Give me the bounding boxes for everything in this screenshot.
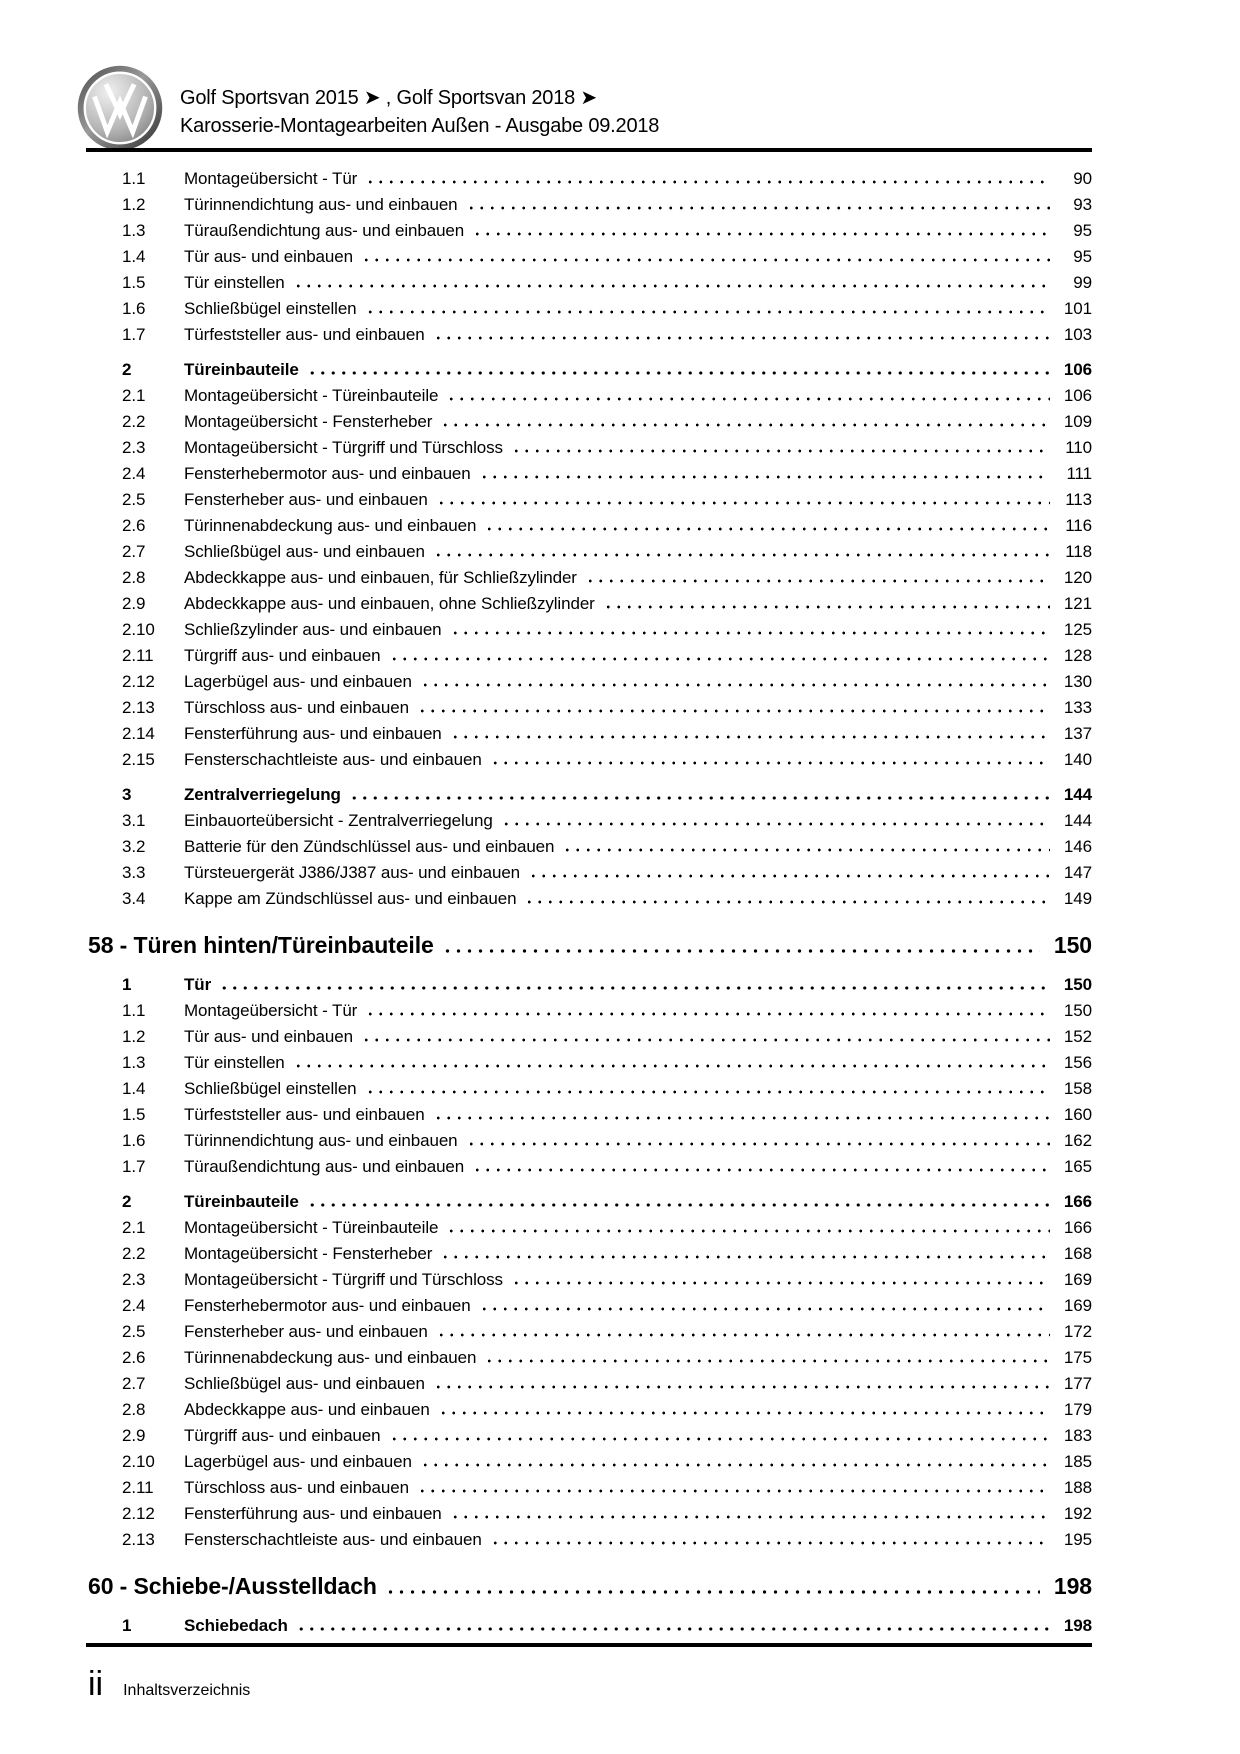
header-title-line1: Golf Sportsvan 2015 ➤ , Golf Sportsvan 2018 ➤ bbox=[180, 87, 597, 109]
toc-row-entry bbox=[86, 1293, 1092, 1319]
toc-entry-page: 169 bbox=[1063, 1296, 1092, 1315]
toc-entry-number: 2.7 bbox=[122, 542, 146, 561]
dot-leader bbox=[219, 986, 1050, 990]
toc-entry-title: Schließzylinder aus- und einbauen bbox=[184, 620, 442, 639]
toc-row-entry bbox=[86, 591, 1092, 617]
dot-leader bbox=[524, 900, 1050, 904]
dot-leader bbox=[438, 1411, 1050, 1415]
dot-leader bbox=[472, 1168, 1050, 1172]
toc-entry-page: 192 bbox=[1063, 1504, 1092, 1523]
toc-row-entry bbox=[86, 1241, 1092, 1267]
dot-leader bbox=[365, 1012, 1050, 1016]
toc-entry-title: 60 - Schiebe-/Ausstelldach bbox=[88, 1573, 377, 1599]
dot-leader bbox=[440, 1255, 1050, 1259]
toc-entry-page: 166 bbox=[1063, 1192, 1092, 1211]
dot-leader bbox=[349, 796, 1050, 800]
toc-row-entry bbox=[86, 270, 1092, 296]
toc-entry-title: Lagerbügel aus- und einbauen bbox=[184, 1452, 412, 1471]
toc-entry-page: 146 bbox=[1063, 837, 1092, 856]
toc-row-section bbox=[86, 1189, 1092, 1215]
toc-row-entry bbox=[86, 1128, 1092, 1154]
toc-row-entry bbox=[86, 886, 1092, 912]
toc-entry-title: Schließbügel aus- und einbauen bbox=[184, 1374, 425, 1393]
toc-entry-title: Fensterführung aus- und einbauen bbox=[184, 724, 442, 743]
toc-entry-page: 147 bbox=[1063, 863, 1092, 882]
toc-entry-title: Abdeckkappe aus- und einbauen, ohne Schließzylinder bbox=[184, 594, 595, 613]
toc-row-entry bbox=[86, 1345, 1092, 1371]
dot-leader bbox=[511, 1281, 1050, 1285]
toc-entry-number: 2.14 bbox=[122, 724, 155, 743]
dot-leader bbox=[501, 822, 1050, 826]
toc-entry-title: Kappe am Zündschlüssel aus- und einbauen bbox=[184, 889, 517, 908]
toc-entry-number: 1.4 bbox=[122, 1079, 146, 1098]
dot-leader bbox=[528, 874, 1050, 878]
toc-entry-title: Abdeckkappe aus- und einbauen bbox=[184, 1400, 430, 1419]
dot-leader bbox=[293, 284, 1050, 288]
toc-entry-title: Zentralverriegelung bbox=[184, 785, 341, 804]
toc-row-entry bbox=[86, 834, 1092, 860]
toc-entry-title: Türinnenabdeckung aus- und einbauen bbox=[184, 516, 477, 535]
dot-leader bbox=[450, 1515, 1050, 1519]
toc-entry-number: 3.4 bbox=[122, 889, 146, 908]
toc-row-entry bbox=[86, 565, 1092, 591]
dot-leader bbox=[466, 206, 1050, 210]
toc-entry-title: Montageübersicht - Türeinbauteile bbox=[184, 1218, 439, 1237]
toc-entry-page: 166 bbox=[1063, 1218, 1092, 1237]
toc-row-entry bbox=[86, 860, 1092, 886]
toc-entry-number: 1 bbox=[122, 1616, 132, 1635]
toc-entry-page: 120 bbox=[1063, 568, 1092, 587]
toc-entry-title: Schließbügel einstellen bbox=[184, 1079, 357, 1098]
dot-leader bbox=[385, 1590, 1040, 1594]
toc-entry-number: 2 bbox=[122, 360, 132, 379]
toc-entry-number: 1.3 bbox=[122, 221, 146, 240]
toc-entry-title: Fensterschachtleiste aus- und einbauen bbox=[184, 750, 482, 769]
toc-row-entry bbox=[86, 643, 1092, 669]
toc-entry-number: 2.6 bbox=[122, 1348, 146, 1367]
toc-entry-page: 116 bbox=[1065, 516, 1092, 535]
toc-entry-number: 2.4 bbox=[122, 1296, 146, 1315]
toc-entry-number: 2.11 bbox=[122, 646, 154, 665]
dot-leader bbox=[450, 735, 1050, 739]
dot-leader bbox=[490, 1541, 1050, 1545]
toc-entry-page: 101 bbox=[1063, 299, 1092, 318]
dot-leader bbox=[389, 657, 1051, 661]
toc-entry-page: 162 bbox=[1063, 1131, 1092, 1150]
toc-entry-number: 1.5 bbox=[122, 273, 146, 292]
dot-leader bbox=[365, 310, 1050, 314]
toc-row-entry bbox=[86, 808, 1092, 834]
dot-leader bbox=[585, 579, 1050, 583]
toc-row-entry bbox=[86, 747, 1092, 773]
dot-leader bbox=[490, 761, 1050, 765]
toc-row-entry bbox=[86, 244, 1092, 270]
toc-entry-page: 175 bbox=[1063, 1348, 1092, 1367]
dot-leader bbox=[433, 553, 1050, 557]
dot-leader bbox=[442, 949, 1040, 953]
toc-entry-page: 168 bbox=[1063, 1244, 1092, 1263]
toc-row-entry bbox=[86, 383, 1092, 409]
toc-entry-page: 179 bbox=[1063, 1400, 1092, 1419]
toc-entry-title: Montageübersicht - Tür bbox=[184, 1001, 358, 1020]
toc-entry-number: 3.3 bbox=[122, 863, 146, 882]
toc-row-entry bbox=[86, 1050, 1092, 1076]
toc-entry-number: 2.4 bbox=[122, 464, 146, 483]
toc-row-entry bbox=[86, 1319, 1092, 1345]
toc-entry-page: 109 bbox=[1063, 412, 1092, 431]
toc-entry-number: 1.4 bbox=[122, 247, 146, 266]
toc-entry-page: 177 bbox=[1063, 1374, 1092, 1393]
toc-entry-title: Montageübersicht - Türgriff und Türschloss bbox=[184, 1270, 503, 1289]
toc-entry-title: Fensterhebermotor aus- und einbauen bbox=[184, 1296, 471, 1315]
dot-leader bbox=[603, 605, 1050, 609]
toc-row-entry bbox=[86, 1527, 1092, 1553]
toc-entry-page: 106 bbox=[1063, 360, 1092, 379]
toc-entry-title: Türsteuergerät J386/J387 aus- und einbauen bbox=[184, 863, 521, 882]
toc-entry-page: 137 bbox=[1063, 724, 1092, 743]
toc-entry-title: Batterie für den Zündschlüssel aus- und einbauen bbox=[184, 837, 555, 856]
toc-entry-number: 2.11 bbox=[122, 1478, 154, 1497]
toc-entry-page: 113 bbox=[1065, 490, 1092, 509]
toc-entry-page: 150 bbox=[1063, 1001, 1092, 1020]
dot-leader bbox=[420, 1463, 1050, 1467]
toc-entry-page: 144 bbox=[1063, 785, 1092, 804]
toc-entry-number: 2.6 bbox=[122, 516, 146, 535]
toc-row-entry bbox=[86, 1076, 1092, 1102]
toc-entry-number: 2.3 bbox=[122, 438, 146, 457]
toc-entry-number: 1.7 bbox=[122, 325, 146, 344]
toc-row-entry bbox=[86, 1475, 1092, 1501]
toc-entry-page: 106 bbox=[1063, 386, 1092, 405]
toc-entry-title: Fensterführung aus- und einbauen bbox=[184, 1504, 442, 1523]
toc-entry-title: Türaußendichtung aus- und einbauen bbox=[184, 1157, 465, 1176]
toc-entry-page: 198 bbox=[1053, 1573, 1092, 1599]
footer-rule bbox=[86, 1643, 1092, 1647]
toc-entry-number: 2.3 bbox=[122, 1270, 146, 1289]
toc-row-entry bbox=[86, 998, 1092, 1024]
dot-leader bbox=[446, 397, 1050, 401]
toc-entry-title: 58 - Türen hinten/Türeinbauteile bbox=[88, 932, 434, 958]
toc-row-chapter bbox=[86, 1568, 1092, 1604]
toc-entry-page: 140 bbox=[1063, 750, 1092, 769]
footer-page-number: ii bbox=[88, 1665, 104, 1703]
toc-entry-number: 1 bbox=[122, 975, 132, 994]
toc-entry-number: 2.10 bbox=[122, 1452, 155, 1471]
toc-entry-title: Türschloss aus- und einbauen bbox=[184, 1478, 409, 1497]
toc-row-entry bbox=[86, 1397, 1092, 1423]
dot-leader bbox=[472, 232, 1050, 236]
toc-entry-title: Türaußendichtung aus- und einbauen bbox=[184, 221, 465, 240]
toc-entry-page: 149 bbox=[1063, 889, 1092, 908]
toc-entry-page: 160 bbox=[1063, 1105, 1092, 1124]
toc-entry-page: 103 bbox=[1063, 325, 1092, 344]
toc-entry-page: 121 bbox=[1063, 594, 1092, 613]
toc-row-entry bbox=[86, 721, 1092, 747]
dot-leader bbox=[361, 258, 1050, 262]
toc-entry-number: 3 bbox=[122, 785, 132, 804]
toc-row-entry bbox=[86, 1102, 1092, 1128]
toc-row-entry bbox=[86, 218, 1092, 244]
toc-entry-page: 169 bbox=[1063, 1270, 1092, 1289]
dot-leader bbox=[433, 1385, 1050, 1389]
toc-row-entry bbox=[86, 1371, 1092, 1397]
dot-leader bbox=[436, 1333, 1050, 1337]
toc-entry-title: Schließbügel einstellen bbox=[184, 299, 357, 318]
toc-entry-number: 3.1 bbox=[122, 811, 146, 830]
toc-entry-title: Fensterhebermotor aus- und einbauen bbox=[184, 464, 471, 483]
toc-row-entry bbox=[86, 513, 1092, 539]
toc-row-section bbox=[86, 357, 1092, 383]
toc-entry-page: 95 bbox=[1073, 221, 1092, 240]
dot-leader bbox=[484, 1359, 1050, 1363]
dot-leader bbox=[440, 423, 1050, 427]
toc-row-entry bbox=[86, 192, 1092, 218]
toc-entry-title: Montageübersicht - Fensterheber bbox=[184, 412, 433, 431]
toc-entry-title: Tür einstellen bbox=[184, 1053, 285, 1072]
toc-entry-title: Abdeckkappe aus- und einbauen, für Schließzylinder bbox=[184, 568, 577, 587]
dot-leader bbox=[296, 1627, 1050, 1631]
toc-entry-number: 2.5 bbox=[122, 490, 146, 509]
header-titles bbox=[180, 84, 659, 140]
toc-entry-page: 152 bbox=[1063, 1027, 1092, 1046]
toc-row-section bbox=[86, 782, 1092, 808]
dot-leader bbox=[436, 501, 1050, 505]
dot-leader bbox=[389, 1437, 1051, 1441]
dot-leader bbox=[420, 683, 1050, 687]
toc-entry-page: 133 bbox=[1063, 698, 1092, 717]
toc-entry-page: 165 bbox=[1063, 1157, 1092, 1176]
toc-entry-number: 1.2 bbox=[122, 1027, 146, 1046]
dot-leader bbox=[293, 1064, 1050, 1068]
toc-entry-page: 156 bbox=[1063, 1053, 1092, 1072]
toc-row-entry bbox=[86, 669, 1092, 695]
toc-entry-page: 125 bbox=[1063, 620, 1092, 639]
toc-row-entry bbox=[86, 435, 1092, 461]
toc-entry-title: Türeinbauteile bbox=[184, 360, 299, 379]
toc-row-entry bbox=[86, 1501, 1092, 1527]
toc-entry-number: 2.13 bbox=[122, 1530, 155, 1549]
toc-entry-number: 2.12 bbox=[122, 672, 155, 691]
toc-entry-page: 150 bbox=[1063, 975, 1092, 994]
header-rule bbox=[86, 148, 1092, 152]
toc-entry-title: Montageübersicht - Tür bbox=[184, 169, 358, 188]
toc-entry-number: 2.12 bbox=[122, 1504, 155, 1523]
toc-entry-title: Montageübersicht - Türgriff und Türschloss bbox=[184, 438, 503, 457]
toc-entry-title: Montageübersicht - Fensterheber bbox=[184, 1244, 433, 1263]
document-header bbox=[76, 64, 659, 152]
toc-entry-title: Türeinbauteile bbox=[184, 1192, 299, 1211]
toc-row-entry bbox=[86, 322, 1092, 348]
dot-leader bbox=[479, 1307, 1050, 1311]
toc-entry-number: 1.6 bbox=[122, 1131, 146, 1150]
toc-entry-page: 198 bbox=[1063, 1616, 1092, 1635]
toc-entry-number: 1.1 bbox=[122, 169, 146, 188]
toc-row-entry bbox=[86, 617, 1092, 643]
toc-entry-page: 144 bbox=[1063, 811, 1092, 830]
toc-entry-title: Montageübersicht - Türeinbauteile bbox=[184, 386, 439, 405]
toc-entry-title: Lagerbügel aus- und einbauen bbox=[184, 672, 412, 691]
toc-entry-number: 1.2 bbox=[122, 195, 146, 214]
toc-entry-title: Tür aus- und einbauen bbox=[184, 247, 353, 266]
dot-leader bbox=[365, 1090, 1050, 1094]
toc-row-entry bbox=[86, 409, 1092, 435]
toc-entry-page: 195 bbox=[1063, 1530, 1092, 1549]
toc-entry-number: 3.2 bbox=[122, 837, 146, 856]
toc-entry-number: 2.5 bbox=[122, 1322, 146, 1341]
toc-entry-number: 2.9 bbox=[122, 594, 146, 613]
toc-row-entry bbox=[86, 461, 1092, 487]
toc-entry-page: 111 bbox=[1066, 464, 1092, 483]
toc-row-entry bbox=[86, 166, 1092, 192]
toc-row-entry bbox=[86, 1423, 1092, 1449]
toc-row-entry bbox=[86, 487, 1092, 513]
toc-entry-page: 90 bbox=[1073, 169, 1092, 188]
toc-row-chapter bbox=[86, 927, 1092, 963]
toc-entry-page: 93 bbox=[1073, 195, 1092, 214]
toc-entry-title: Tür einstellen bbox=[184, 273, 285, 292]
header-title-line2: Karosserie-Montagearbeiten Außen - Ausgabe 09.2018 bbox=[180, 115, 660, 137]
toc-entry-title: Türschloss aus- und einbauen bbox=[184, 698, 409, 717]
dot-leader bbox=[466, 1142, 1050, 1146]
toc-entry-title: Fensterschachtleiste aus- und einbauen bbox=[184, 1530, 482, 1549]
toc-entry-number: 2.2 bbox=[122, 412, 146, 431]
toc-entry-title: Türfeststeller aus- und einbauen bbox=[184, 325, 425, 344]
toc-entry-number: 2.13 bbox=[122, 698, 155, 717]
toc-row-entry bbox=[86, 1154, 1092, 1180]
toc-entry-number: 2.1 bbox=[122, 386, 146, 405]
toc-entry-page: 130 bbox=[1063, 672, 1092, 691]
dot-leader bbox=[562, 848, 1050, 852]
toc-row-entry bbox=[86, 1267, 1092, 1293]
dot-leader bbox=[511, 449, 1050, 453]
toc-row-entry bbox=[86, 695, 1092, 721]
toc-entry-number: 1.7 bbox=[122, 1157, 146, 1176]
toc-entry-number: 2.10 bbox=[122, 620, 155, 639]
toc-entry-page: 128 bbox=[1063, 646, 1092, 665]
toc-entry-number: 1.3 bbox=[122, 1053, 146, 1072]
dot-leader bbox=[479, 475, 1050, 479]
toc-entry-page: 172 bbox=[1063, 1322, 1092, 1341]
toc-row-entry bbox=[86, 539, 1092, 565]
toc-row-entry bbox=[86, 1215, 1092, 1241]
dot-leader bbox=[433, 1116, 1050, 1120]
toc-entry-number: 1.1 bbox=[122, 1001, 146, 1020]
toc-entry-title: Tür bbox=[184, 975, 212, 994]
dot-leader bbox=[433, 336, 1050, 340]
page-footer bbox=[88, 1664, 250, 1704]
dot-leader bbox=[365, 180, 1050, 184]
toc-entry-title: Schließbügel aus- und einbauen bbox=[184, 542, 425, 561]
toc-entry-title: Fensterheber aus- und einbauen bbox=[184, 490, 428, 509]
toc-entry-number: 2.7 bbox=[122, 1374, 146, 1393]
dot-leader bbox=[307, 1203, 1050, 1207]
toc-entry-number: 2.1 bbox=[122, 1218, 146, 1237]
toc-row-entry bbox=[86, 296, 1092, 322]
dot-leader bbox=[484, 527, 1050, 531]
toc-entry-number: 2.15 bbox=[122, 750, 155, 769]
toc-entry-page: 188 bbox=[1063, 1478, 1092, 1497]
toc-entry-page: 99 bbox=[1073, 273, 1092, 292]
toc-entry-page: 150 bbox=[1053, 932, 1092, 958]
dot-leader bbox=[417, 1489, 1050, 1493]
toc-entry-title: Türgriff aus- und einbauen bbox=[184, 1426, 381, 1445]
toc-entry-number: 2.8 bbox=[122, 1400, 146, 1419]
toc-entry-number: 2.8 bbox=[122, 568, 146, 587]
dot-leader bbox=[417, 709, 1050, 713]
toc-entry-title: Türfeststeller aus- und einbauen bbox=[184, 1105, 425, 1124]
toc-entry-page: 110 bbox=[1065, 438, 1092, 457]
toc-entry-page: 95 bbox=[1073, 247, 1092, 266]
toc-entry-page: 183 bbox=[1063, 1426, 1092, 1445]
toc-entry-title: Türinnendichtung aus- und einbauen bbox=[184, 1131, 458, 1150]
toc-entry-title: Türinnenabdeckung aus- und einbauen bbox=[184, 1348, 477, 1367]
dot-leader bbox=[361, 1038, 1050, 1042]
toc-entry-title: Einbauorteübersicht - Zentralverriegelung bbox=[184, 811, 493, 830]
vw-logo-icon bbox=[76, 64, 164, 152]
toc-entry-page: 118 bbox=[1065, 542, 1092, 561]
toc-entry-title: Türgriff aus- und einbauen bbox=[184, 646, 381, 665]
dot-leader bbox=[450, 631, 1050, 635]
toc-entry-page: 158 bbox=[1063, 1079, 1092, 1098]
toc-entry-number: 1.6 bbox=[122, 299, 146, 318]
toc-row-section bbox=[86, 1613, 1092, 1639]
toc-entry-number: 2.2 bbox=[122, 1244, 146, 1263]
toc-row-entry bbox=[86, 1024, 1092, 1050]
toc-entry-number: 2 bbox=[122, 1192, 132, 1211]
table-of-contents bbox=[86, 166, 1092, 1639]
toc-entry-number: 2.9 bbox=[122, 1426, 146, 1445]
dot-leader bbox=[307, 371, 1050, 375]
toc-entry-title: Türinnendichtung aus- und einbauen bbox=[184, 195, 458, 214]
toc-entry-title: Fensterheber aus- und einbauen bbox=[184, 1322, 428, 1341]
toc-entry-number: 1.5 bbox=[122, 1105, 146, 1124]
toc-row-entry bbox=[86, 1449, 1092, 1475]
toc-entry-title: Tür aus- und einbauen bbox=[184, 1027, 353, 1046]
footer-label: Inhaltsverzeichnis bbox=[123, 1682, 251, 1699]
toc-entry-page: 185 bbox=[1063, 1452, 1092, 1471]
dot-leader bbox=[446, 1229, 1050, 1233]
toc-row-section bbox=[86, 972, 1092, 998]
toc-entry-title: Schiebedach bbox=[184, 1616, 288, 1635]
